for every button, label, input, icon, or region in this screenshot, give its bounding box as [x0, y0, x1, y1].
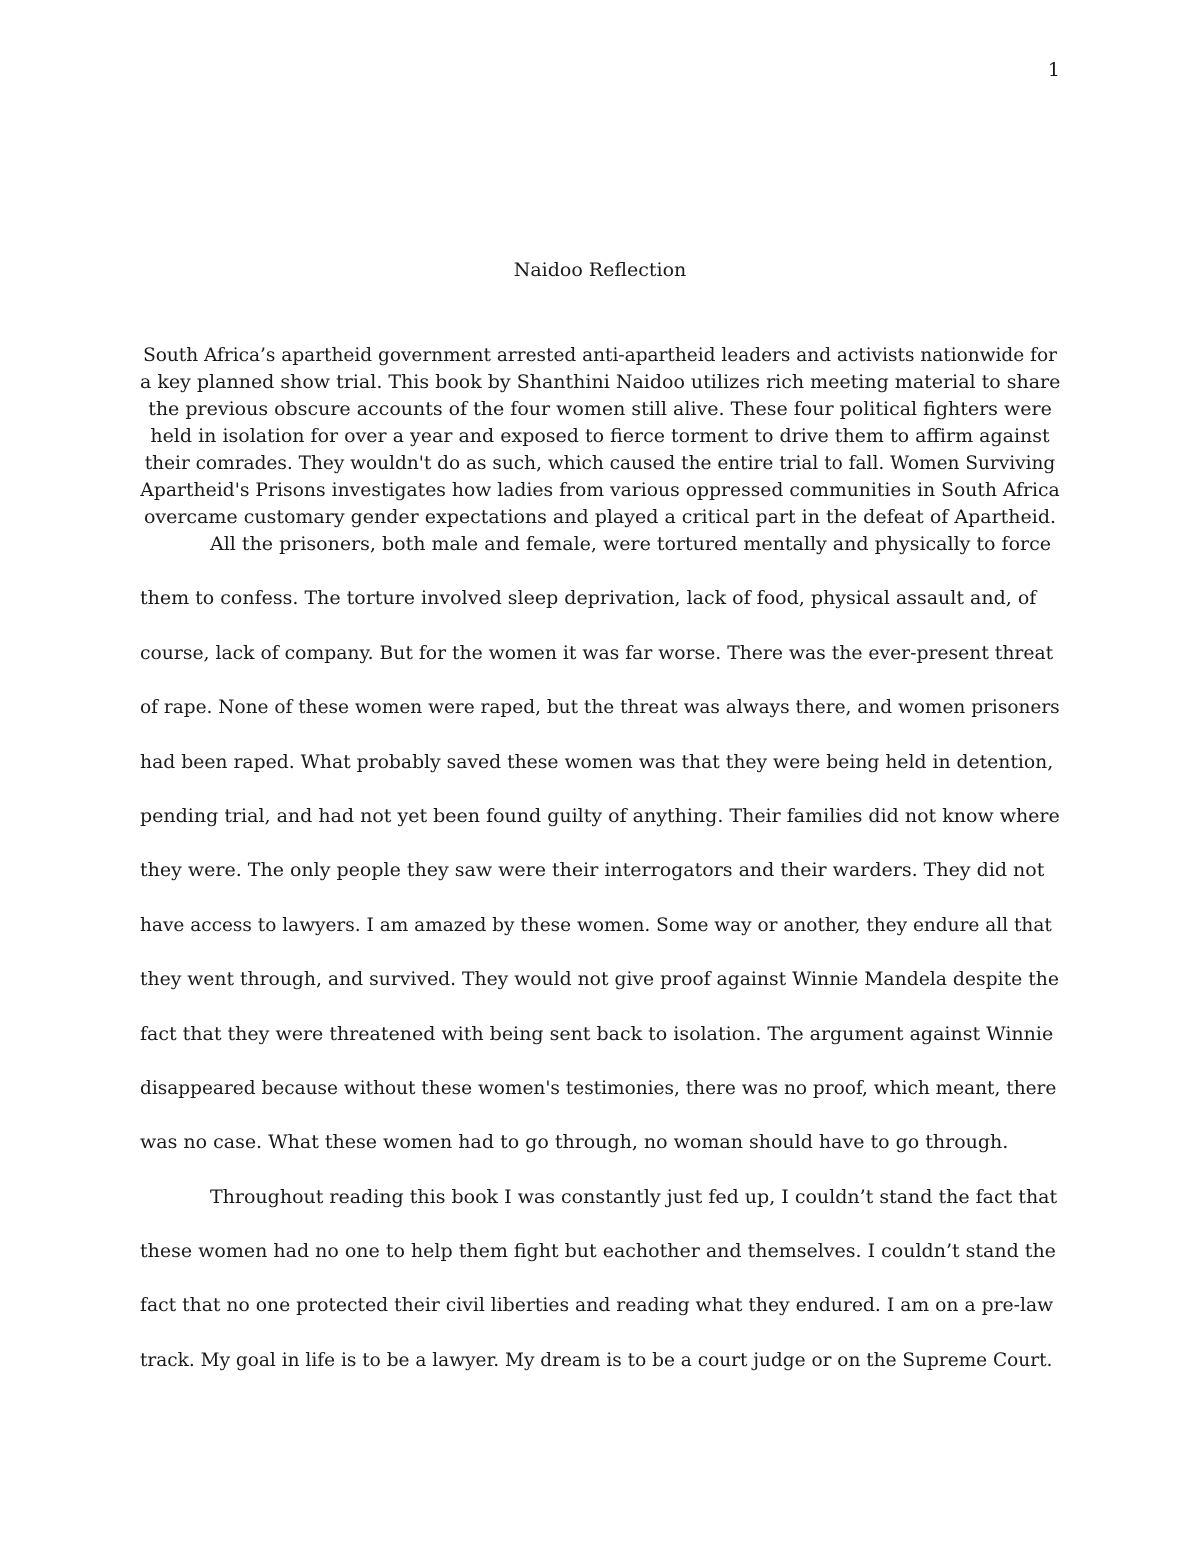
body-line: them to confess. The torture involved sleep deprivation, lack of food, physical assault and, of: [140, 587, 1037, 610]
body-paragraph-1-start: All the prisoners, both male and female, were tortured mentally and physically to force: [210, 533, 1051, 555]
abstract-line: Apartheid's Prisons investigates how ladies from various oppressed communities in South Africa: [140, 480, 1060, 501]
abstract-line: South Africa’s apartheid government arrested anti-apartheid leaders and activists nationwide for: [143, 345, 1057, 366]
document-title: Naidoo Reflection: [513, 259, 687, 281]
body-paragraph-2-start: Throughout reading this book I was constantly just fed up, I couldn’t stand the fact that: [210, 1185, 1058, 1208]
body-line: they went through, and survived. They would not give proof against Winnie Mandela despite the: [140, 969, 1059, 991]
abstract-paragraph: [140, 342, 1060, 531]
abstract-line: a key planned show trial. This book by Shanthini Naidoo utilizes rich meeting material to share: [140, 371, 1061, 393]
abstract-line: the previous obscure accounts of the four women still alive. These four political fighters were: [148, 398, 1052, 420]
body-line: these women had no one to help them fight but eachother and themselves. I couldn’t stand the: [140, 1240, 1056, 1263]
body-line: had been raped. What probably saved these women was that they were being held in detention,: [140, 751, 1054, 773]
body-line: was no case. What these women had to go through, no woman should have to go through.: [140, 1131, 1009, 1154]
body-line: they were. The only people they saw were their interrogators and their warders. They did not: [140, 859, 1045, 882]
body-line: pending trial, and had not yet been found guilty of anything. Their families did not know where: [140, 804, 1060, 827]
abstract-line: overcame customary gender expectations and played a critical part in the defeat of Apartheid.: [143, 506, 1057, 528]
body-text: [140, 531, 1060, 1401]
body-line: disappeared because without these women's testimonies, there was no proof, which meant, there: [140, 1077, 1057, 1099]
body-line: fact that no one protected their civil liberties and reading what they endured. I am on a pre-law: [140, 1295, 1054, 1317]
body-line: have access to lawyers. I am amazed by these women. Some way or another, they endure all that: [140, 914, 1052, 936]
body-line: of rape. None of these women were raped, but the threat was always there, and women prisoners: [140, 697, 1060, 719]
abstract-line: held in isolation for over a year and exposed to fierce torment to drive them to affirm against: [150, 425, 1050, 447]
body-line: track. My goal in life is to be a lawyer. My dream is to be a court judge or on the Supreme Court.: [140, 1349, 1053, 1371]
page-number: 1: [1047, 59, 1060, 81]
body-line: course, lack of company. But for the women it was far worse. There was the ever-present threat: [140, 642, 1054, 664]
body-line: fact that they were threatened with being sent back to isolation. The argument against Winnie: [140, 1022, 1054, 1045]
abstract-line: their comrades. They wouldn't do as such, which caused the entire trial to fall. Women Surviving: [144, 453, 1056, 474]
